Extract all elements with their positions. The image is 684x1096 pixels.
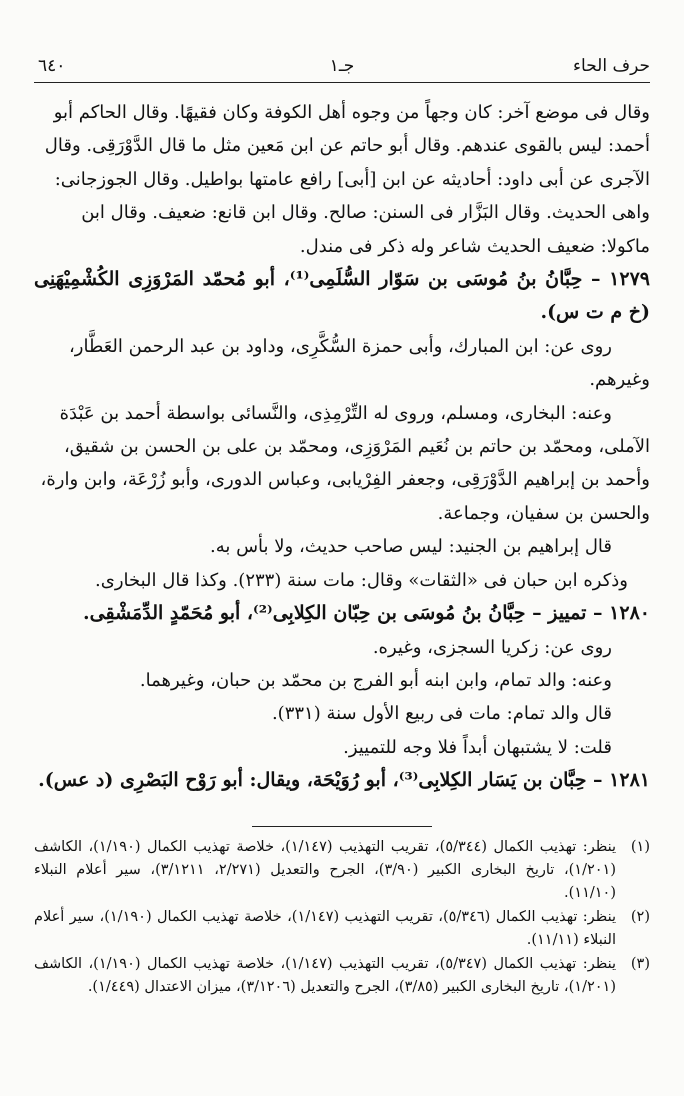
scholar-statement: قال إبراهيم بن الجنيد: ليس صاحب حديث، ولا بأس به. <box>209 536 612 558</box>
text-line: الآجرى عن أبى داود: أحاديثه عن ابن [أبى] رافع عامتها بواطيل. وقال الجوزجانى: <box>54 168 650 190</box>
text-line: وقال فى موضع آخر: كان وجهاً من وجوه أهل الكوفة وكان فقيهًا. وقال الحاكم أبو <box>53 102 650 123</box>
text-line: وغيرهم. <box>589 369 650 391</box>
volume-label: جـ١ <box>329 56 355 76</box>
footnote-number: (١) <box>630 839 650 855</box>
narrated-from: روى عن: ابن المبارك، وأبى حمزة السُّكَّرِى، وداود بن عبد الرحمن العَطَّار، <box>68 335 612 357</box>
scholar-statement: وذكره ابن حبان فى «الثقات» وقال: مات سنة (٢٣٣). وكذا قال البخارى. <box>95 569 628 591</box>
footnote-divider <box>252 826 432 827</box>
entry-heading-1280: ١٢٨٠ – تمييز – حِبَّانُ بنُ مُوسَى بن حِبّان الكِلابِى⁽²⁾، أبو مُحَمّدٍ الدِّمَشْقِى. <box>83 602 650 625</box>
section-title: حرف الحاء <box>573 56 650 76</box>
main-text <box>34 96 650 798</box>
text-line: واهى الحديث. وقال البَزَّار فى السنن: صالح. وقال ابن قانع: ضعيف. وقال ابن <box>81 202 650 224</box>
narrators-from-him: وعنه: البخارى، ومسلم، وروى له التِّرْمِذِى، والنَّسائى بواسطة أحمد بن عَبْدَة <box>59 402 612 424</box>
entry-heading-1279: ١٢٧٩ – حِبَّانُ بنُ مُوسَى بن سَوّار السُّلَمِى⁽¹⁾، أبو مُحمّد المَرْوَزِى الكُشْمِيْهَنِى (خ م ت س). <box>34 268 650 324</box>
narrators-from-him: وعنه: والد تمام، وابن ابنه أبو الفرج بن محمّد بن حبان، وغيرهما. <box>139 669 612 691</box>
footnote-text: ينظر: تهذيب الكمال (٥/٣٤٤)، تقريب التهذيب (١/١٤٧)، خلاصة تهذيب الكمال (١/١٩٠)، الكاشف (١/٢٠١)، تاريخ البخارى الكبير (٣/٩٠)، الجرح والتعديل (٢/٢٧١، ٣/١٢١١)، سير أعلام النبلاء (١١/١٠). <box>34 839 616 901</box>
author-comment: قلت: لا يشتبهان أبداً فلا وجه للتمييز. <box>343 736 612 758</box>
footnote-number: (٣) <box>630 956 650 972</box>
footnote-number: (٢) <box>630 909 650 925</box>
footnotes <box>34 836 650 1000</box>
text-line: أحمد: ليس بالقوى عندهم. وقال أبو حاتم عن ابن مَعين مثل ما قال الدَّوْرَقِى. وقال <box>44 135 650 157</box>
narrated-from: روى عن: زكريا السجزى، وغيره. <box>372 636 612 658</box>
scholar-statement: قال والد تمام: مات فى ربيع الأول سنة (٣٣١). <box>271 703 612 725</box>
footnote-text: ينظر: تهذيب الكمال (٥/٣٤٦)، تقريب التهذيب (١/١٤٧)، خلاصة تهذيب الكمال (١/١٩٠)، سير أعلام النبلاء (١١/١١). <box>34 909 616 948</box>
page-number: ٦٤٠ <box>38 56 66 76</box>
entry-heading-1281: ١٢٨١ – حِبَّان بن يَسَار الكِلابِى⁽³⁾، أبو رُوَيْحَة، ويقال: أبو رَوْح البَصْرِى (د عس). <box>38 769 650 792</box>
page-header <box>34 52 650 83</box>
footnote <box>34 953 650 999</box>
text-line: وأحمد بن إبراهيم الدَّوْرَقِى، وجعفر الفِرْيابى، وعباس الدورى، وأبو زُرْعَة، وابن وارة، <box>40 469 650 491</box>
text-line: ماكولا: ضعيف الحديث شاعر وله ذكر فى مندل. <box>299 235 650 257</box>
footnote-text: ينظر: تهذيب الكمال (٥/٣٤٧)، تقريب التهذيب (١/١٤٧)، خلاصة تهذيب الكمال (١/١٩٠)، الكاشف (١/٢٠١)، تاريخ البخارى الكبير (٣/٨٥)، الجرح والتعديل (٣/١٢٠٦)، ميزان الاعتدال (١/٤٤٩). <box>34 956 616 995</box>
text-line: والحسن بن سفيان، وجماعة. <box>437 502 650 524</box>
text-line: الآملى، ومحمّد بن حاتم بن نُعَيم المَرْوَزِى، ومحمّد بن على بن الحسن بن شقيق، <box>63 436 650 458</box>
footnote <box>34 906 650 952</box>
footnote <box>34 836 650 905</box>
